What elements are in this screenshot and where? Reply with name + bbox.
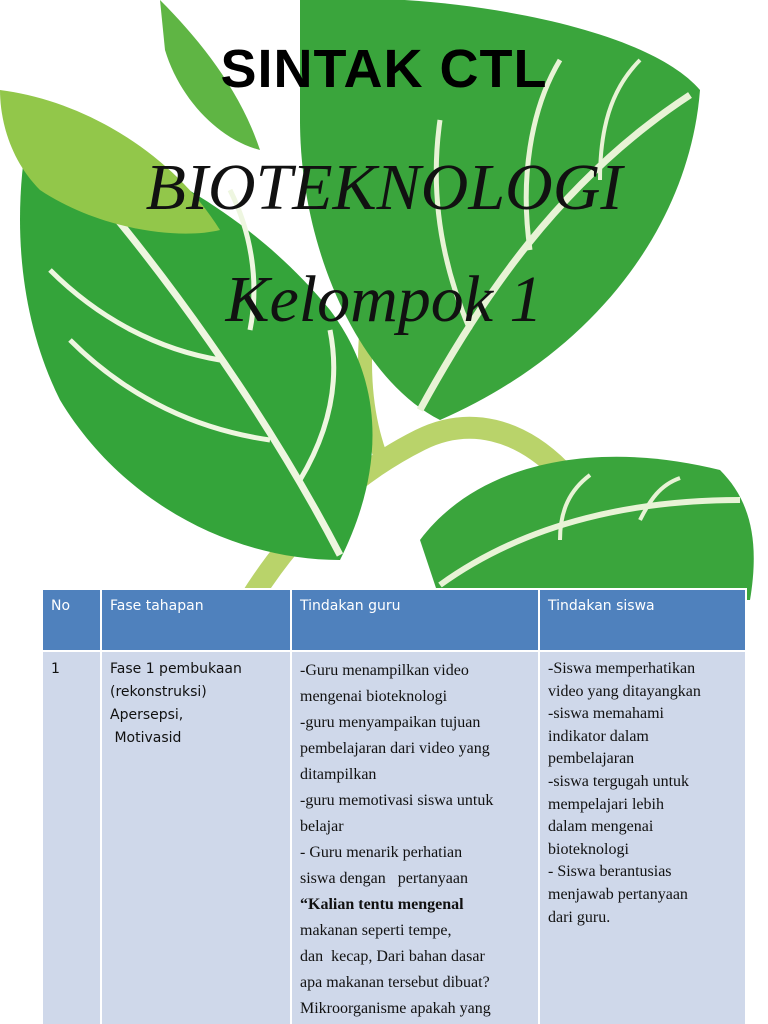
- guru-line: -Guru menampilkan video: [300, 662, 469, 679]
- guru-line: - Guru menarik perhatian: [300, 844, 463, 861]
- siswa-line: bioteknologi: [548, 840, 629, 858]
- siswa-line: video yang ditayangkan: [548, 682, 701, 700]
- siswa-line: dalam mengenai: [548, 818, 654, 836]
- cell-no: 1: [42, 651, 101, 1024]
- header-guru: Tindakan guru: [291, 589, 539, 651]
- fase-line: Fase 1 pembukaan: [110, 661, 242, 677]
- siswa-line: -siswa memahami: [548, 705, 664, 723]
- header-siswa: Tindakan siswa: [539, 589, 746, 651]
- table-header-row: [42, 589, 746, 651]
- siswa-line: menjawab pertanyaan: [548, 885, 688, 903]
- syntax-table: [41, 588, 747, 1024]
- guru-line: dan kecap, Dari bahan dasar: [300, 948, 485, 965]
- siswa-line: dari guru.: [548, 908, 611, 926]
- guru-line: makanan seperti tempe,: [300, 922, 452, 939]
- siswa-line: - Siswa berantusias: [548, 863, 672, 881]
- siswa-line: pembelajaran: [548, 750, 635, 768]
- guru-line: -guru memotivasi siswa untuk: [300, 792, 494, 809]
- siswa-line: -siswa tergugah untuk: [548, 772, 690, 790]
- siswa-line: mempelajari lebih: [548, 795, 664, 813]
- guru-line: “Kalian tentu mengenal: [300, 896, 464, 913]
- cell-fase: [101, 651, 291, 1024]
- cell-guru: [291, 651, 539, 1024]
- group-label: Kelompok 1: [225, 263, 543, 336]
- cell-siswa: [539, 651, 746, 1024]
- slide-subtitle: BIOTEKNOLOGI: [145, 151, 623, 224]
- siswa-line: -Siswa memperhatikan: [548, 660, 696, 677]
- guru-line: siswa dengan pertanyaan: [300, 870, 468, 887]
- guru-line: apa makanan tersebut dibuat?: [300, 974, 490, 991]
- fase-line: Motivasid: [110, 730, 182, 746]
- guru-line: Mikroorganisme apakah yang: [300, 1000, 491, 1017]
- guru-line: -guru menyampaikan tujuan: [300, 714, 481, 731]
- guru-line: belajar: [300, 818, 344, 835]
- guru-line: pembelajaran dari video yang: [300, 740, 490, 757]
- header-no: No: [42, 589, 101, 651]
- guru-line: mengenai bioteknologi: [300, 688, 448, 705]
- slide-title: SINTAK CTL: [220, 39, 548, 99]
- siswa-line: indikator dalam: [548, 727, 649, 745]
- table-row: [42, 651, 746, 1024]
- guru-line: ditampilkan: [300, 766, 377, 783]
- header-fase: Fase tahapan: [101, 589, 291, 651]
- fase-line: (rekonstruksi): [110, 684, 207, 700]
- fase-line: Apersepsi,: [110, 707, 184, 723]
